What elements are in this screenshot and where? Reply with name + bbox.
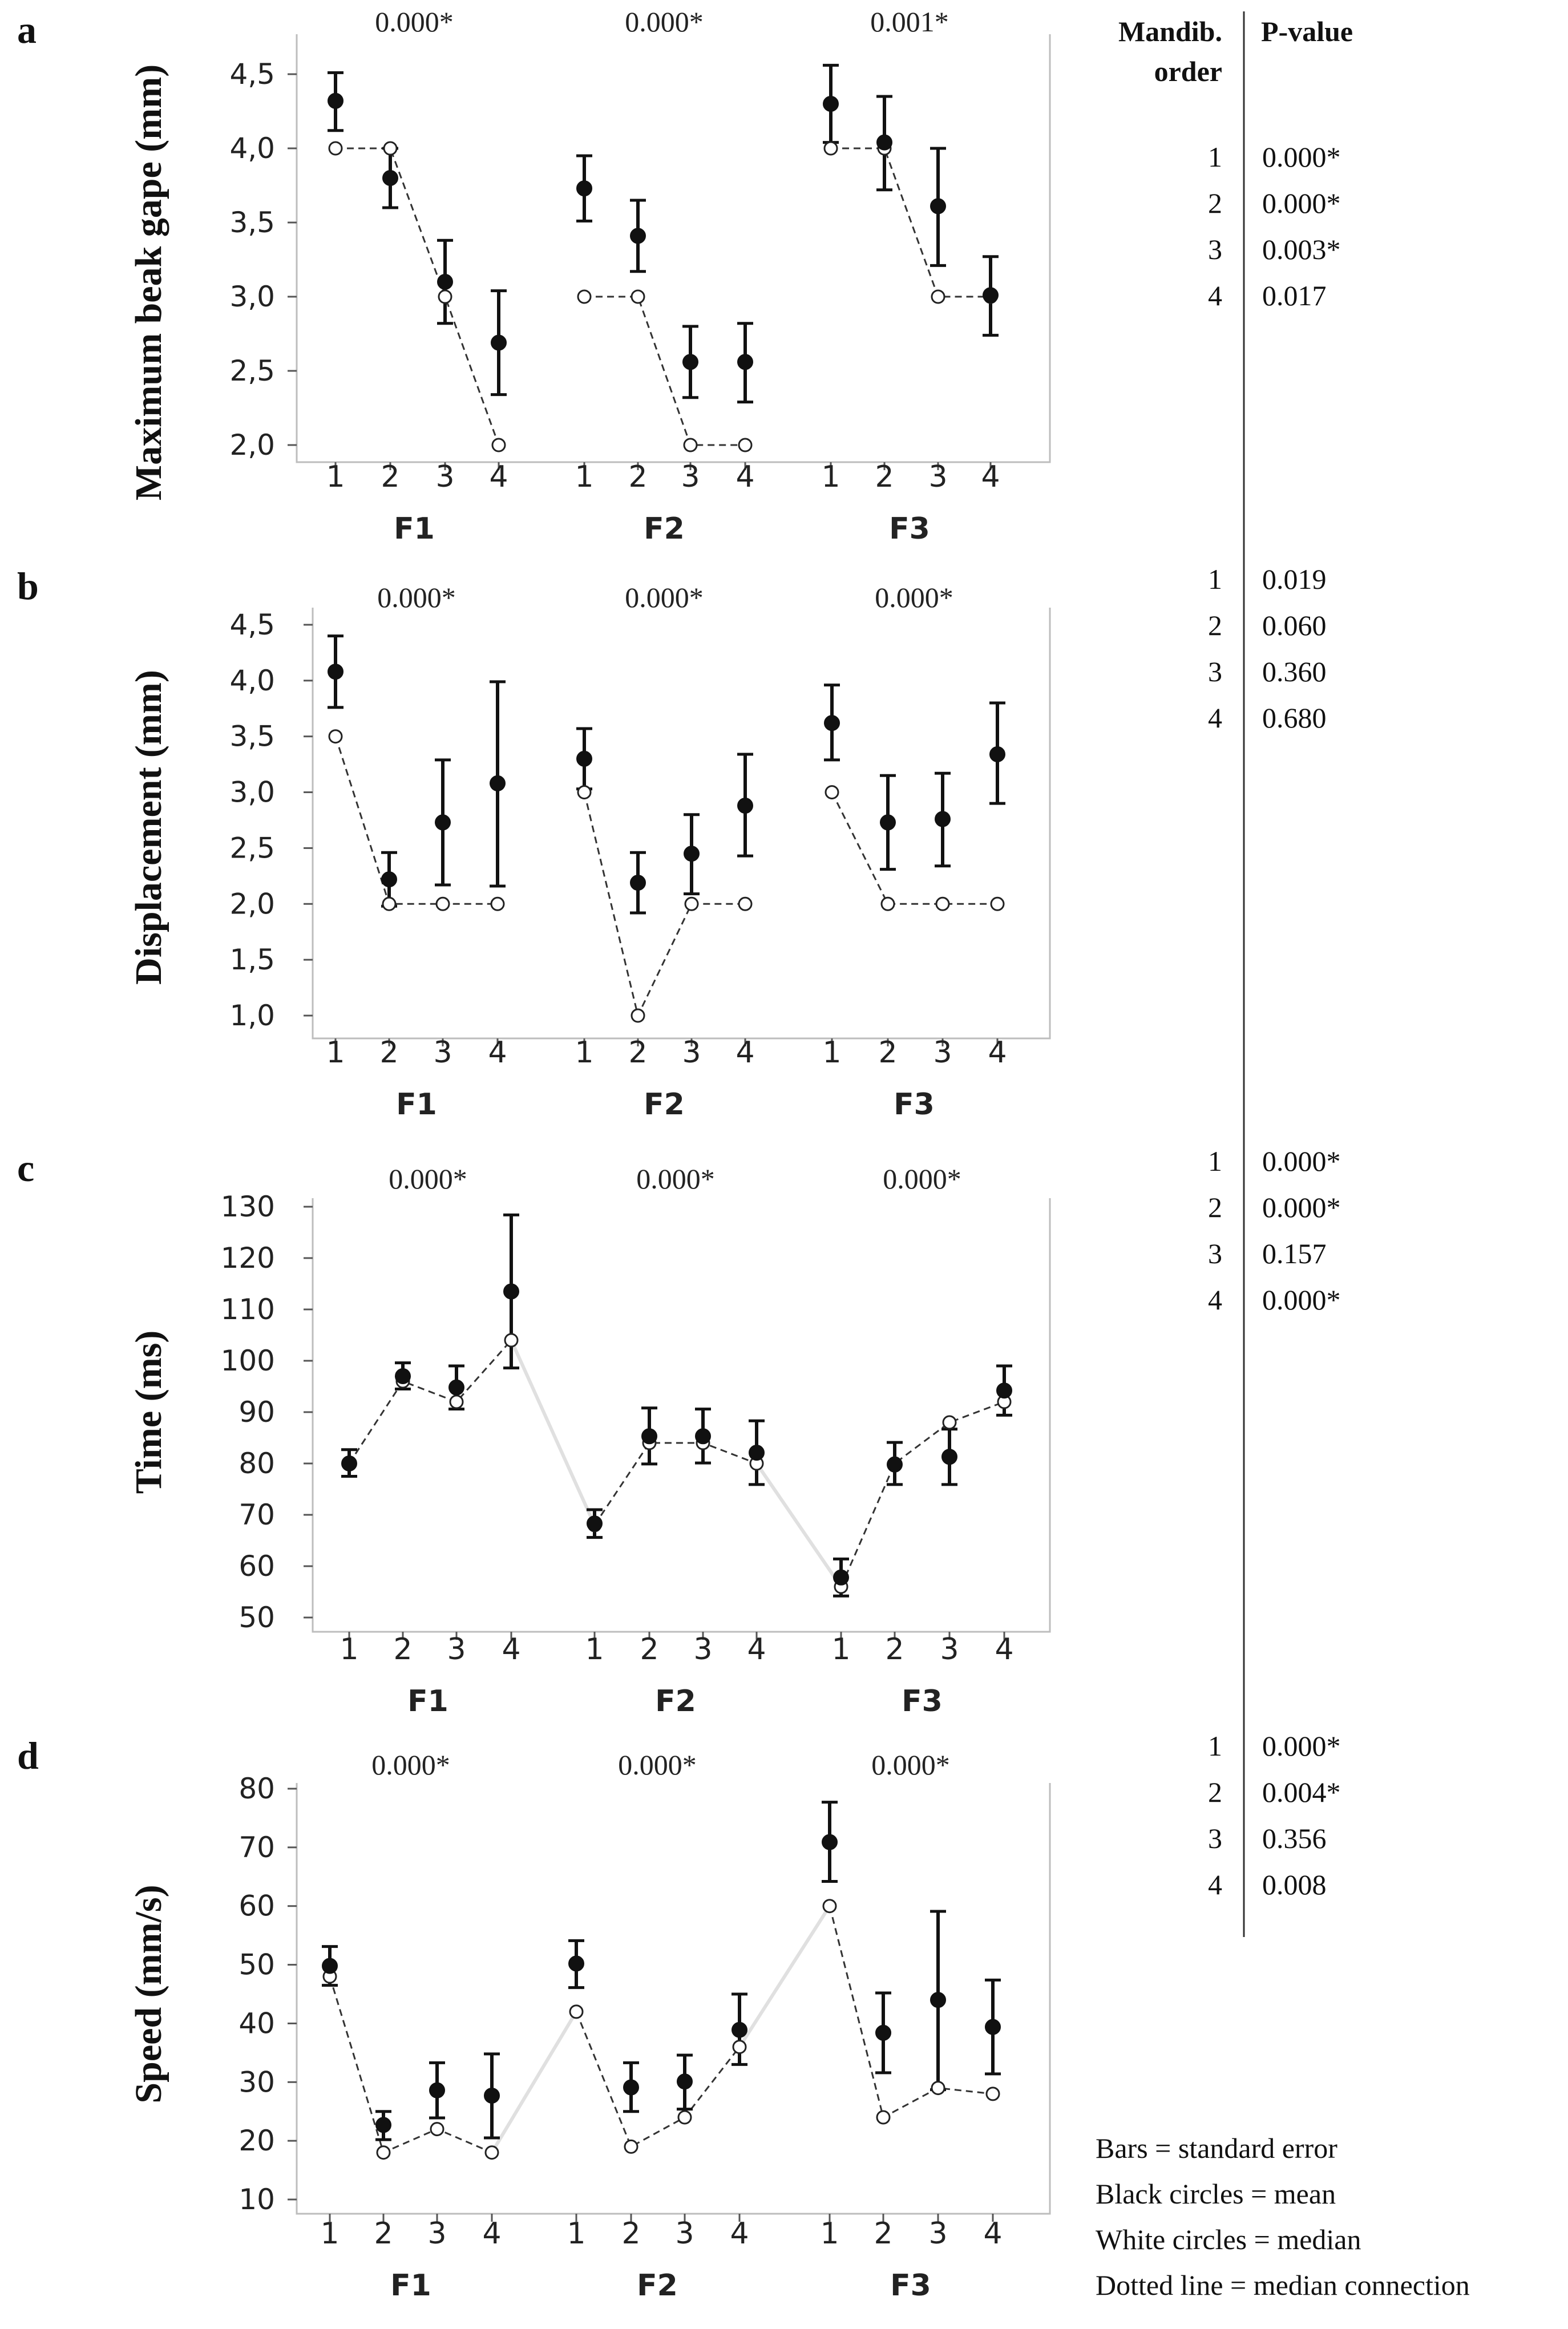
median-point xyxy=(943,1416,956,1429)
x-tick-label: 1 xyxy=(821,460,840,494)
mean-point xyxy=(449,1380,464,1395)
mean-point xyxy=(376,2117,391,2132)
mean-point xyxy=(642,1429,657,1444)
mean-point xyxy=(942,1449,957,1464)
mean-point xyxy=(931,1992,945,2007)
table-order-cell: 2 xyxy=(1208,1191,1222,1223)
mean-point xyxy=(935,812,950,827)
mean-point xyxy=(342,1456,357,1471)
panel-a xyxy=(17,6,1050,546)
table-order-cell: 1 xyxy=(1208,141,1222,173)
mean-point xyxy=(491,335,506,350)
x-tick-label: 1 xyxy=(822,1036,842,1070)
x-tick-label: 4 xyxy=(995,1632,1014,1667)
table-p-value-cell: 0.017 xyxy=(1262,280,1327,312)
x-tick-label: 4 xyxy=(981,460,1000,494)
mean-point xyxy=(484,2088,499,2103)
mean-point xyxy=(684,846,699,861)
x-tick-label: 4 xyxy=(747,1632,766,1667)
mean-point xyxy=(435,815,450,830)
x-tick-label: 1 xyxy=(820,2217,839,2251)
cross-group-link xyxy=(492,2012,576,2153)
legend-entry: Bars = standard error xyxy=(1096,2132,1337,2164)
legend-entry: Black circles = mean xyxy=(1096,2178,1336,2210)
table-order-cell: 4 xyxy=(1208,702,1222,734)
table-header-order: order xyxy=(1154,55,1222,87)
table-order-cell: 3 xyxy=(1208,656,1222,688)
y-tick-label: 3,0 xyxy=(229,280,275,313)
median-connection-line xyxy=(336,148,499,445)
group-label: F3 xyxy=(890,2269,931,2303)
group-label: F1 xyxy=(390,2269,431,2303)
group-label: F3 xyxy=(889,512,930,546)
group-p-value: 0.000* xyxy=(636,1163,715,1195)
median-connection-line xyxy=(595,1443,757,1525)
group-label: F1 xyxy=(394,512,435,546)
median-point xyxy=(877,2111,890,2124)
mean-point xyxy=(677,2074,692,2089)
median-point xyxy=(733,2041,746,2053)
x-tick-label: 4 xyxy=(735,1036,755,1070)
group-p-value: 0.000* xyxy=(625,581,704,613)
median-point xyxy=(329,142,342,155)
panel-letter: b xyxy=(17,564,39,608)
mean-point xyxy=(990,747,1005,762)
x-tick-label: 3 xyxy=(435,460,455,494)
x-tick-label: 1 xyxy=(340,1632,359,1667)
median-connection-line xyxy=(841,1402,1004,1587)
median-point xyxy=(329,730,342,743)
group-label: F2 xyxy=(655,1684,696,1719)
table-order-cell: 4 xyxy=(1208,280,1222,312)
y-tick-label: 3,5 xyxy=(229,719,275,753)
mean-point xyxy=(328,664,343,679)
mean-point xyxy=(749,1445,764,1460)
table-order-cell: 4 xyxy=(1208,1869,1222,1901)
median-point xyxy=(505,1334,518,1347)
mean-point xyxy=(438,274,452,289)
median-point xyxy=(739,897,751,910)
median-point xyxy=(932,290,944,303)
x-tick-label: 4 xyxy=(730,2217,749,2251)
table-order-cell: 1 xyxy=(1208,1730,1222,1762)
x-tick-label: 1 xyxy=(575,460,594,494)
mean-point xyxy=(834,1570,848,1585)
mean-point xyxy=(624,2080,638,2095)
x-tick-label: 4 xyxy=(482,2217,502,2251)
x-tick-label: 4 xyxy=(502,1632,521,1667)
group-p-value: 0.000* xyxy=(389,1163,467,1195)
x-tick-label: 3 xyxy=(933,1036,952,1070)
mean-point xyxy=(738,354,753,369)
group-label: F2 xyxy=(637,2269,678,2303)
median-point xyxy=(825,142,837,155)
mean-point xyxy=(696,1429,710,1444)
panel-d xyxy=(17,1734,1050,2303)
table-p-value-cell: 0.360 xyxy=(1262,656,1327,688)
cross-group-link xyxy=(739,1906,830,2047)
mean-point xyxy=(732,2023,747,2037)
x-tick-label: 2 xyxy=(878,1036,898,1070)
group-label: F3 xyxy=(902,1684,943,1719)
median-connection-line xyxy=(832,792,997,904)
x-tick-label: 3 xyxy=(928,460,948,494)
x-tick-label: 1 xyxy=(575,1036,594,1070)
group-p-value: 0.000* xyxy=(625,6,704,38)
legend-entry: Dotted line = median connection xyxy=(1096,2269,1470,2301)
y-tick-label: 30 xyxy=(239,2065,275,2099)
table-p-value-cell: 0.060 xyxy=(1262,609,1327,641)
y-tick-label: 60 xyxy=(239,1550,275,1583)
y-tick-label: 2,0 xyxy=(229,428,275,462)
plot-frame xyxy=(313,1198,1050,1632)
x-tick-label: 4 xyxy=(988,1036,1007,1070)
y-tick-label: 2,0 xyxy=(229,887,275,921)
median-point xyxy=(882,897,894,910)
mean-point xyxy=(887,1457,902,1472)
table-order-cell: 2 xyxy=(1208,187,1222,219)
x-tick-label: 3 xyxy=(682,1036,701,1070)
mean-point xyxy=(823,96,838,111)
x-tick-label: 3 xyxy=(427,2217,447,2251)
table-p-value-cell: 0.004* xyxy=(1262,1776,1341,1808)
x-tick-label: 2 xyxy=(379,1036,399,1070)
x-tick-label: 4 xyxy=(489,460,508,494)
panel-c xyxy=(17,1146,1050,1719)
median-point xyxy=(486,2146,498,2159)
mean-point xyxy=(569,1956,584,1971)
group-label: F2 xyxy=(644,1087,685,1122)
median-connection-line xyxy=(831,148,991,297)
y-axis-label: Displacement (mm) xyxy=(128,670,169,985)
y-tick-label: 70 xyxy=(239,1830,275,1864)
group-label: F1 xyxy=(396,1087,437,1122)
mean-point xyxy=(577,751,592,766)
x-tick-label: 1 xyxy=(585,1632,604,1667)
y-axis-label: Maximum beak gape (mm) xyxy=(128,64,169,501)
x-tick-label: 1 xyxy=(567,2217,586,2251)
median-connection-line xyxy=(349,1340,511,1463)
table-p-value-cell: 0.000* xyxy=(1262,1191,1341,1223)
cross-group-link xyxy=(757,1463,841,1587)
median-connection-line xyxy=(336,737,498,904)
mean-point xyxy=(577,181,592,196)
mean-point xyxy=(876,2025,891,2040)
median-point xyxy=(678,2111,691,2124)
x-tick-label: 2 xyxy=(381,460,400,494)
table-header-p-value: P-value xyxy=(1261,15,1353,47)
x-tick-label: 2 xyxy=(885,1632,904,1667)
median-point xyxy=(739,439,751,451)
x-tick-label: 2 xyxy=(393,1632,413,1667)
median-point xyxy=(450,1396,463,1408)
y-tick-label: 2,5 xyxy=(229,831,275,865)
p-value-table xyxy=(1118,11,1353,1937)
median-point xyxy=(437,897,449,910)
mean-point xyxy=(931,199,945,213)
group-p-value: 0.000* xyxy=(871,1749,950,1781)
x-tick-label: 1 xyxy=(326,1036,345,1070)
panel-letter: c xyxy=(17,1146,35,1190)
y-tick-label: 3,5 xyxy=(229,206,275,239)
x-tick-label: 2 xyxy=(628,1036,648,1070)
mean-point xyxy=(877,135,892,150)
y-tick-label: 4,5 xyxy=(229,608,275,641)
table-order-cell: 3 xyxy=(1208,1822,1222,1854)
y-tick-label: 60 xyxy=(239,1889,275,1923)
y-tick-label: 90 xyxy=(239,1396,275,1429)
y-tick-label: 40 xyxy=(239,2007,275,2040)
median-point xyxy=(384,142,397,155)
median-point xyxy=(685,897,698,910)
y-tick-label: 50 xyxy=(239,1948,275,1982)
y-tick-label: 1,0 xyxy=(229,999,275,1032)
mean-point xyxy=(631,875,645,890)
median-point xyxy=(491,897,504,910)
y-tick-label: 80 xyxy=(239,1447,275,1480)
legend-entry: White circles = median xyxy=(1096,2223,1361,2255)
group-p-value: 0.000* xyxy=(375,6,454,38)
mean-point xyxy=(825,715,839,730)
median-point xyxy=(570,2005,583,2018)
table-order-cell: 1 xyxy=(1208,563,1222,595)
mean-point xyxy=(683,354,698,369)
x-tick-label: 1 xyxy=(831,1632,851,1667)
group-p-value: 0.000* xyxy=(618,1749,697,1781)
median-point xyxy=(492,439,505,451)
group-label: F1 xyxy=(407,1684,448,1719)
table-order-cell: 2 xyxy=(1208,1776,1222,1808)
median-point xyxy=(383,897,395,910)
x-tick-label: 2 xyxy=(640,1632,659,1667)
x-tick-label: 2 xyxy=(628,460,648,494)
median-connection-line xyxy=(576,2012,739,2147)
median-point xyxy=(991,897,1004,910)
group-p-value: 0.000* xyxy=(377,581,456,613)
y-tick-label: 70 xyxy=(239,1498,275,1531)
table-p-value-cell: 0.000* xyxy=(1262,1145,1341,1177)
table-p-value-cell: 0.008 xyxy=(1262,1869,1327,1901)
median-point xyxy=(377,2146,390,2159)
group-p-value: 0.000* xyxy=(883,1163,961,1195)
x-tick-label: 2 xyxy=(875,460,894,494)
mean-point xyxy=(322,1959,337,1974)
y-tick-label: 100 xyxy=(220,1344,275,1377)
y-tick-label: 50 xyxy=(239,1601,275,1634)
x-tick-label: 3 xyxy=(928,2217,948,2251)
x-tick-label: 2 xyxy=(374,2217,393,2251)
mean-point xyxy=(490,776,505,791)
table-order-cell: 3 xyxy=(1208,233,1222,265)
mean-point xyxy=(382,872,397,887)
table-p-value-cell: 0.356 xyxy=(1262,1822,1327,1854)
table-p-value-cell: 0.000* xyxy=(1262,141,1341,173)
y-tick-label: 2,5 xyxy=(229,354,275,387)
y-tick-label: 80 xyxy=(239,1772,275,1805)
mean-point xyxy=(395,1369,410,1384)
x-tick-label: 3 xyxy=(681,460,700,494)
median-point xyxy=(578,786,591,799)
table-order-cell: 4 xyxy=(1208,1284,1222,1316)
mean-point xyxy=(822,1835,837,1850)
median-point xyxy=(578,290,591,303)
median-point xyxy=(987,2088,999,2100)
group-p-value: 0.001* xyxy=(870,6,949,38)
mean-point xyxy=(983,288,998,302)
mean-point xyxy=(738,798,753,813)
median-point xyxy=(625,2140,637,2153)
group-label: F2 xyxy=(644,512,685,546)
mean-point xyxy=(985,2020,1000,2035)
median-point xyxy=(826,786,838,799)
group-label: F3 xyxy=(894,1087,935,1122)
y-tick-label: 1,5 xyxy=(229,943,275,977)
y-tick-label: 4,0 xyxy=(229,664,275,697)
x-tick-label: 3 xyxy=(675,2217,694,2251)
mean-point xyxy=(880,815,895,830)
x-tick-label: 4 xyxy=(735,460,755,494)
panel-letter: d xyxy=(17,1734,39,1777)
median-point xyxy=(439,290,451,303)
median-point xyxy=(684,439,697,451)
x-tick-label: 2 xyxy=(874,2217,893,2251)
y-tick-label: 10 xyxy=(239,2183,275,2216)
mean-point xyxy=(430,2083,444,2098)
x-tick-label: 1 xyxy=(326,460,345,494)
median-point xyxy=(823,1900,836,1912)
y-tick-label: 130 xyxy=(220,1190,275,1223)
table-p-value-cell: 0.019 xyxy=(1262,563,1327,595)
x-tick-label: 3 xyxy=(693,1632,713,1667)
median-point xyxy=(932,2082,944,2095)
y-axis-label: Speed (mm/s) xyxy=(128,1885,169,2104)
x-tick-label: 2 xyxy=(621,2217,641,2251)
median-point xyxy=(936,897,949,910)
x-tick-label: 1 xyxy=(320,2217,340,2251)
y-axis-label: Time (ms) xyxy=(128,1330,169,1494)
table-order-cell: 3 xyxy=(1208,1238,1222,1269)
panel-b xyxy=(17,564,1050,1122)
y-tick-label: 3,0 xyxy=(229,775,275,809)
x-tick-label: 4 xyxy=(488,1036,507,1070)
x-tick-label: 4 xyxy=(983,2217,1003,2251)
median-point xyxy=(632,1009,644,1022)
mean-point xyxy=(504,1284,519,1299)
y-tick-label: 110 xyxy=(220,1293,275,1326)
median-connection-line xyxy=(830,1906,993,2117)
x-tick-label: 3 xyxy=(447,1632,466,1667)
median-point xyxy=(431,2123,443,2136)
group-p-value: 0.000* xyxy=(875,581,953,613)
median-connection-line xyxy=(584,297,745,445)
table-order-cell: 2 xyxy=(1208,609,1222,641)
median-point xyxy=(632,290,644,303)
y-tick-label: 4,0 xyxy=(229,132,275,165)
y-tick-label: 4,5 xyxy=(229,58,275,91)
x-tick-label: 3 xyxy=(433,1036,452,1070)
table-p-value-cell: 0.157 xyxy=(1262,1238,1327,1269)
table-p-value-cell: 0.003* xyxy=(1262,233,1341,265)
median-connection-line xyxy=(330,1976,492,2153)
mean-point xyxy=(631,228,645,243)
group-p-value: 0.000* xyxy=(371,1749,450,1781)
table-p-value-cell: 0.680 xyxy=(1262,702,1327,734)
table-order-cell: 1 xyxy=(1208,1145,1222,1177)
mean-point xyxy=(997,1383,1012,1398)
table-p-value-cell: 0.000* xyxy=(1262,1284,1341,1316)
panel-letter: a xyxy=(17,8,37,51)
x-tick-label: 3 xyxy=(940,1632,959,1667)
table-p-value-cell: 0.000* xyxy=(1262,1730,1341,1762)
mean-point xyxy=(383,171,398,185)
table-p-value-cell: 0.000* xyxy=(1262,187,1341,219)
legend xyxy=(1096,2132,1470,2301)
cross-group-link xyxy=(511,1340,595,1525)
mean-point xyxy=(328,94,343,108)
table-header-order: Mandib. xyxy=(1118,15,1222,47)
mean-point xyxy=(587,1516,602,1531)
median-connection-line xyxy=(584,792,745,1016)
y-tick-label: 120 xyxy=(220,1242,275,1275)
y-tick-label: 20 xyxy=(239,2124,275,2158)
